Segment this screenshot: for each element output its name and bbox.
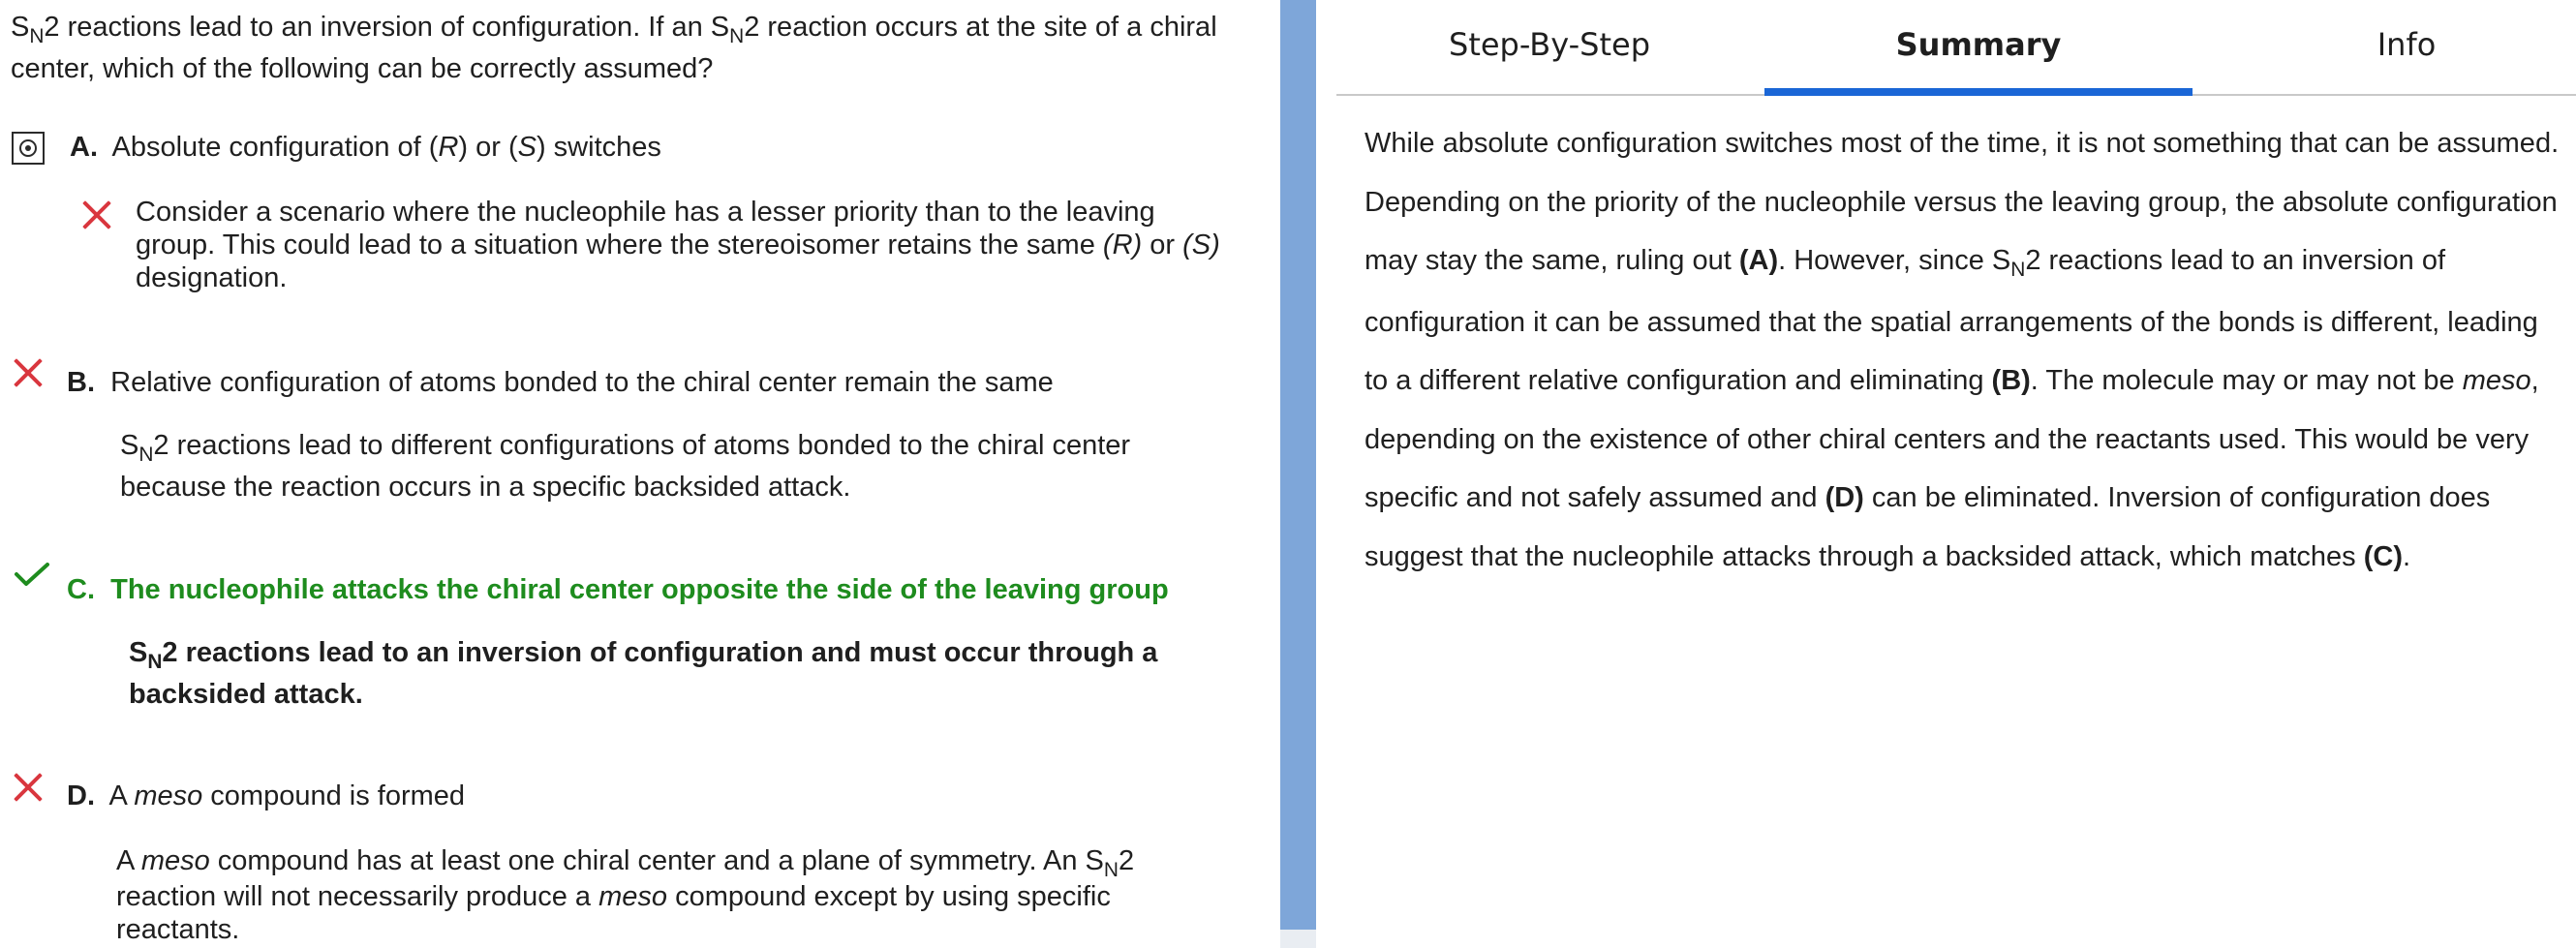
option-a-explanation: Consider a scenario where the nucleophile has a lesser priority than to the leaving group. This could lead to a situation where the stereoisomer retains the same (R) or (S) designation. <box>136 197 1220 293</box>
tab-step-by-step[interactable]: Step-By-Step <box>1449 26 1650 63</box>
radio-selected-icon[interactable] <box>12 132 45 165</box>
active-tab-indicator <box>1764 88 2193 96</box>
option-d[interactable]: D. A meso compound is formed <box>67 780 466 811</box>
option-c[interactable]: C. The nucleophile attacks the chiral center opposite the side of the leaving group <box>67 574 1169 605</box>
tab-info[interactable]: Info <box>2377 26 2437 63</box>
checkmark-icon <box>14 562 50 587</box>
option-c-explanation: $S_N2$ reactions lead to an inversion of configuration and must occur through a backsided attack. <box>129 637 1158 710</box>
panel-divider[interactable] <box>1280 0 1316 948</box>
x-mark-icon <box>80 199 113 231</box>
summary-text: While absolute configuration switches most of the time, it is not something that can be assumed. Depending on the priority of the nucleophile versus the leaving group, the absolute configuration may stay the same, ruling out (A). However, since $S_N2$ reactions lead to an inversion of configuration it can be assumed that the spatial arrangements of the bonds is different, leading to a different relative configuration and eliminating (B). The molecule may or may not be meso, depending on the existence of other chiral centers and the reactants used. This would be very specific and not safely assumed and (D) can be eliminated. Inversion of configuration does suggest that the nucleophile attacks through a backsided attack, which matches (C). <box>1365 128 2560 572</box>
option-b-explanation: $S_N2$ reactions lead to different configurations of atoms bonded to the chiral center because the reaction occurs in a specific backsided attack. <box>120 430 1131 503</box>
tab-summary[interactable]: Summary <box>1895 26 2062 63</box>
option-d-explanation: A meso compound has at least one chiral center and a plane of symmetry. An $S_N2$ reaction will not necessarily produce a meso compound except by using specific reactants. <box>116 845 1135 945</box>
scrollbar-thumb[interactable] <box>1280 930 1316 948</box>
option-a[interactable]: A. Absolute configuration of (R) or (S) switches <box>70 132 661 163</box>
option-b[interactable]: B. Relative configuration of atoms bonded to the chiral center remain the same <box>67 367 1054 398</box>
x-mark-icon <box>12 771 45 804</box>
x-mark-icon <box>12 356 45 389</box>
question-text: $S_N2$ reactions lead to an inversion of configuration. If an $S_N2$ reaction occurs at the site of a chiral center, which of the following can be correctly assumed? <box>11 12 1217 84</box>
